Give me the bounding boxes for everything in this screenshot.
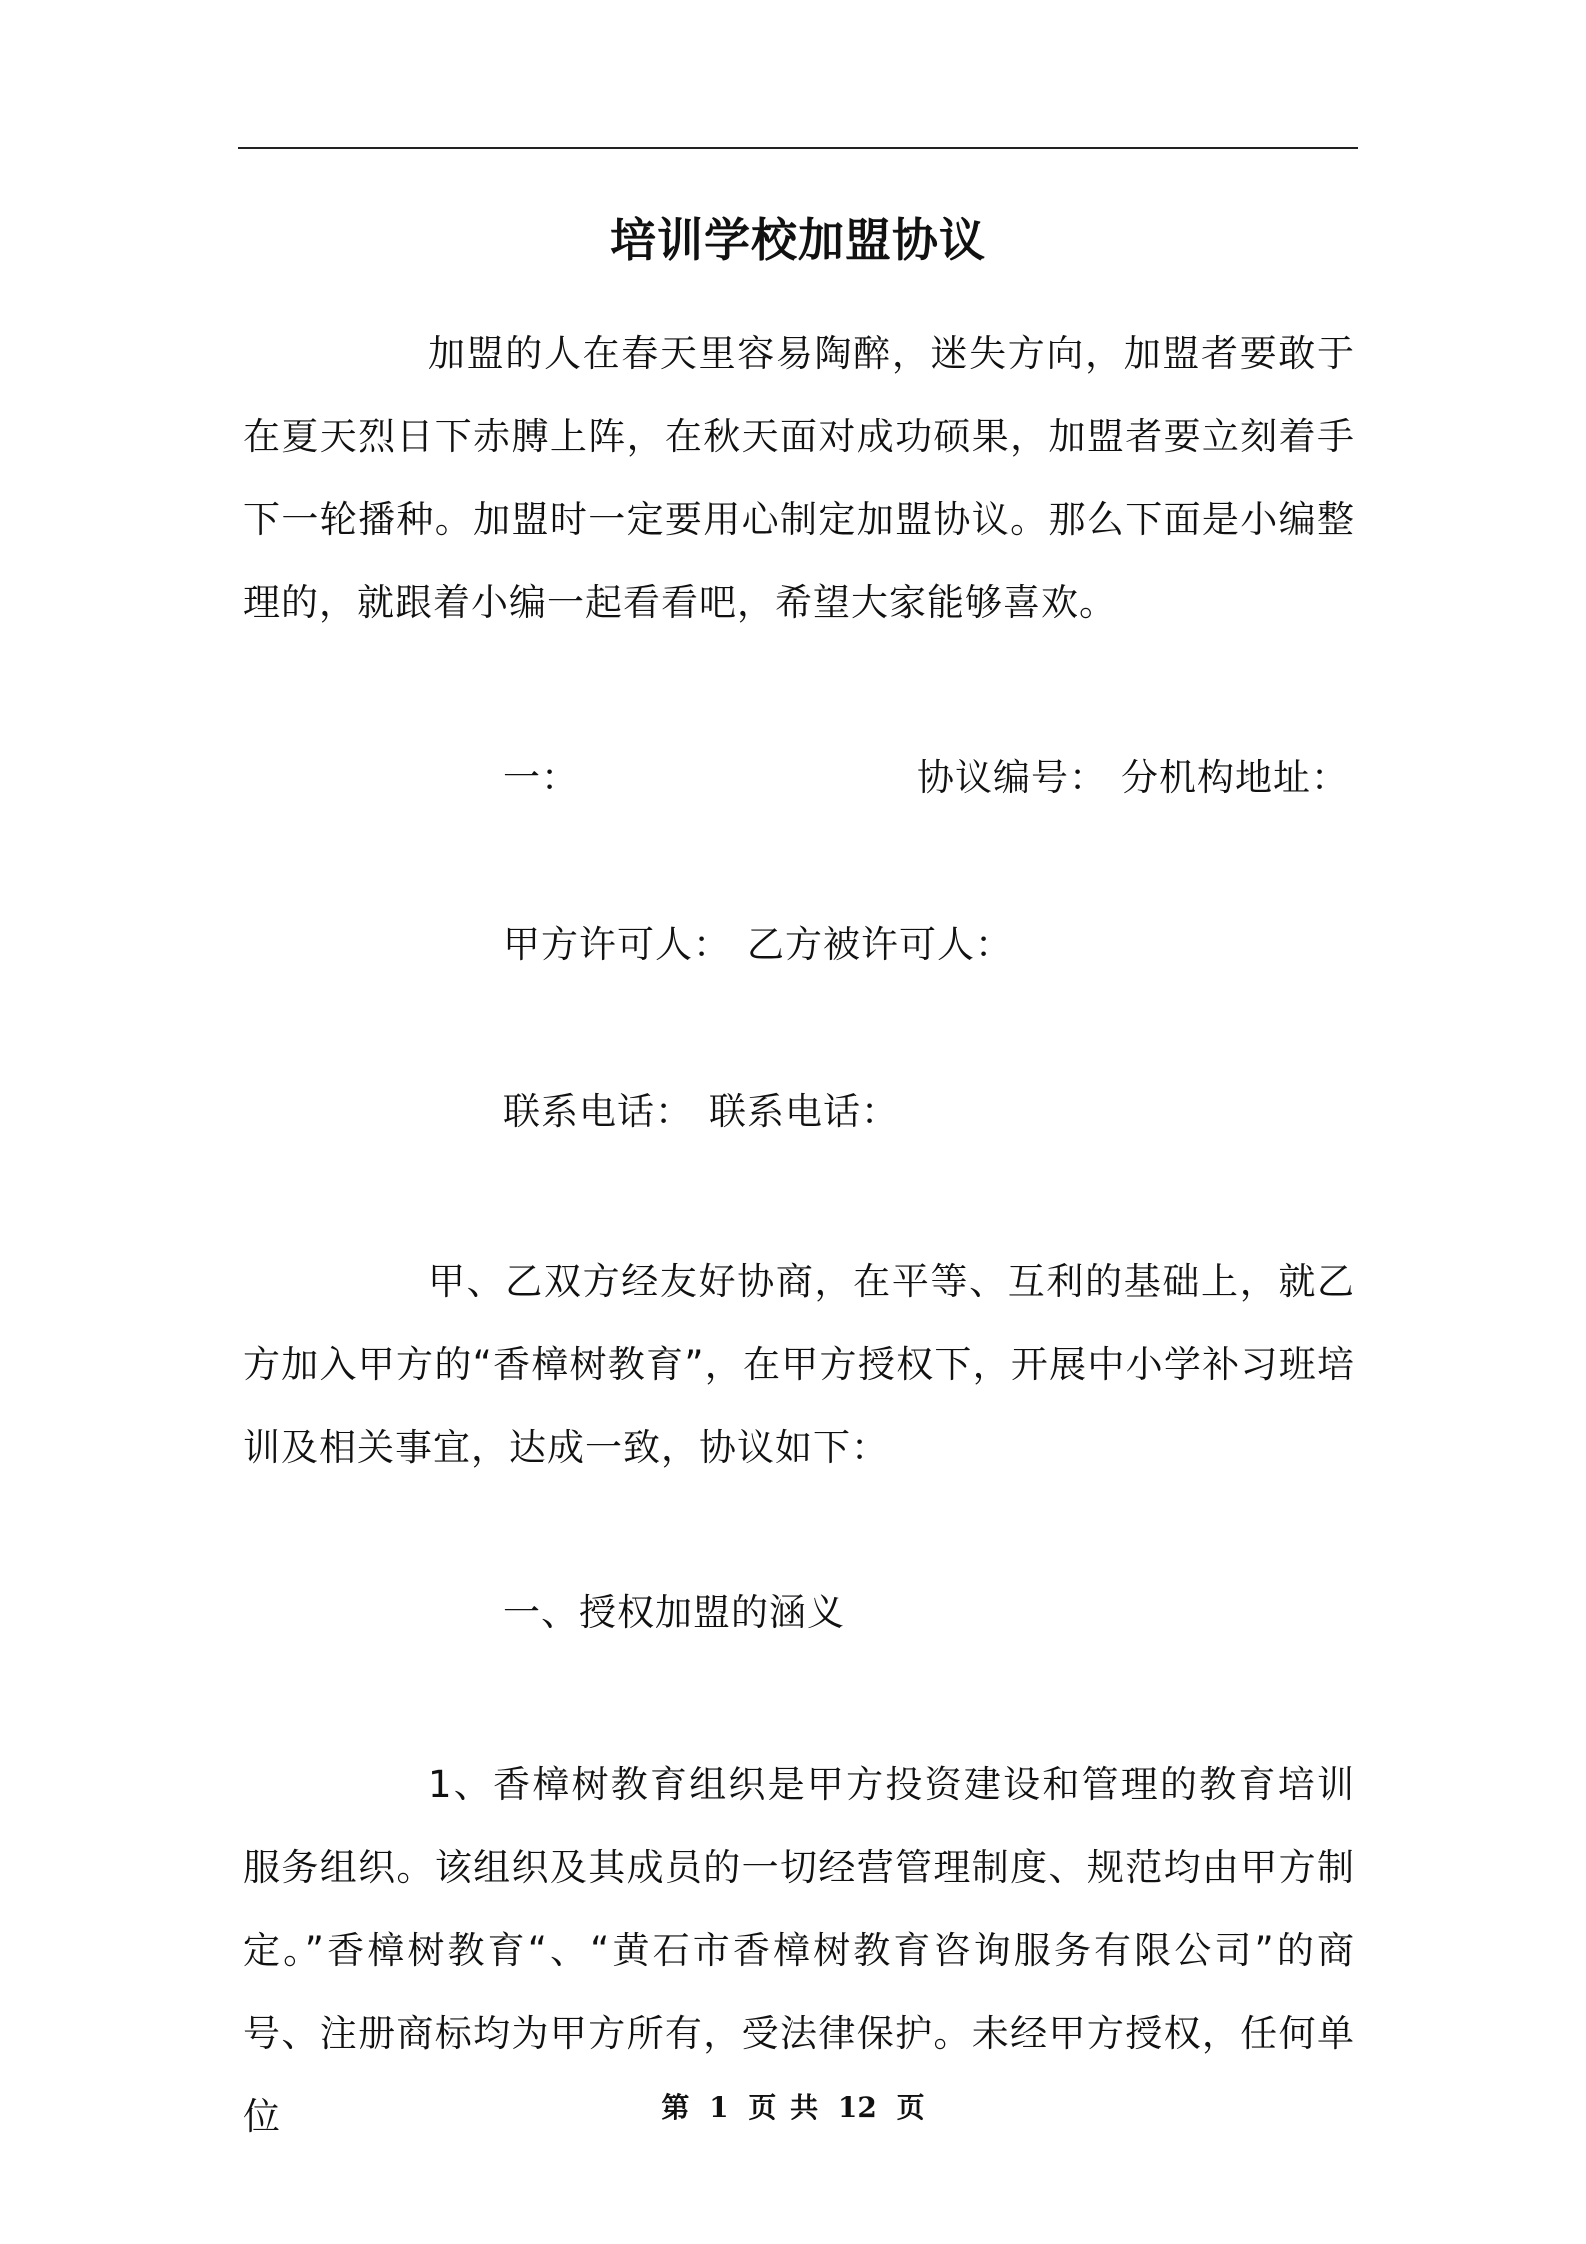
- footer-page-total: 12: [837, 2091, 877, 2124]
- clause-1-paragraph: 1、香樟树教育组织是甲方投资建设和管理的教育培训服务组织。该组织及其成员的一切经营管理制度、规范均由甲方制定。”香樟树教育“、“黄石市香樟树教育咨询服务有限公司”的商号、注册商标均为甲方所有，受法律保护。未经甲方授权，任何单位: [243, 1763, 1355, 2138]
- footer-page-current: 1: [709, 2091, 729, 2124]
- page-footer: [0, 2088, 1586, 2128]
- footer-suffix: 页: [896, 2091, 925, 2124]
- footer-prefix: 第: [661, 2091, 690, 2124]
- preamble-paragraph: 甲、乙双方经友好协商，在平等、互利的基础上，就乙方加入甲方的“香樟树教育”，在甲方授权下，开展中小学补习班培训及相关事宜，达成一致，协议如下：: [243, 1260, 1355, 1469]
- header-rule: [238, 147, 1358, 149]
- field-agreement-no-label: 协议编号：: [917, 756, 1107, 799]
- footer-middle: 页 共: [748, 2091, 819, 2124]
- document-title: 培训学校加盟协议: [610, 213, 986, 267]
- field-phone-a-label: 联系电话：: [503, 1090, 693, 1133]
- section-1-heading: 一、授权加盟的涵义: [503, 1591, 845, 1634]
- field-party-b-label: 乙方被许可人：: [747, 923, 1013, 966]
- intro-paragraph: 加盟的人在春天里容易陶醉，迷失方向，加盟者要敢于在夏天烈日下赤膊上阵，在秋天面对成功硕果，加盟者要立刻着手下一轮播种。加盟时一定要用心制定加盟协议。那么下面是小编整理的，就跟着小编一起看看吧，希望大家能够喜欢。: [243, 332, 1355, 624]
- field-phone-b-label: 联系电话：: [709, 1090, 899, 1133]
- field-one-label: 一：: [503, 756, 579, 799]
- field-branch-address-label: 分机构地址：: [1121, 756, 1349, 799]
- field-party-a-label: 甲方许可人：: [503, 923, 731, 966]
